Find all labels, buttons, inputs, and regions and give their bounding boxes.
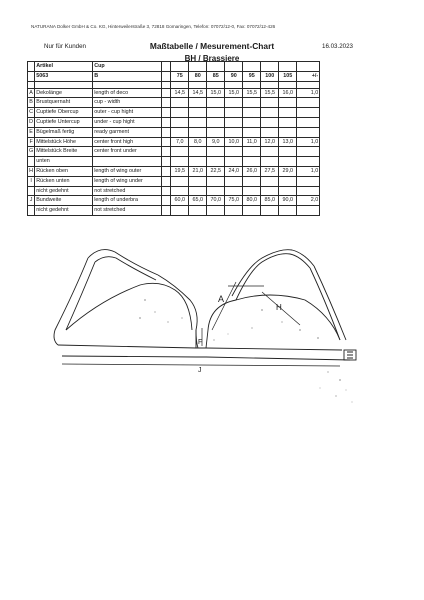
size-header: 80 [189, 71, 207, 81]
measurement-value: 21,0 [189, 166, 207, 176]
measurement-value: 8,0 [189, 137, 207, 147]
right-side-edge-outer [314, 266, 346, 340]
row-label-de: Bügelmaß fertig [35, 127, 93, 137]
tolerance-header: +/- [297, 71, 320, 81]
left-cup-edge [158, 275, 198, 348]
measurement-value: 24,0 [225, 166, 243, 176]
drawing-label-f: F [198, 339, 203, 346]
tolerance-value: 1,0 [297, 137, 320, 147]
measurement-value: 65,0 [189, 196, 207, 206]
row-label-en: not stretched [93, 186, 162, 196]
article-number: 5063 [35, 71, 93, 81]
measurement-value: 29,0 [279, 166, 297, 176]
row-label-de: Cuptiefe Untercup [35, 117, 93, 127]
document-subtitle: BH / Brassiere [184, 54, 240, 63]
row-code: E [28, 127, 35, 137]
bra-outline [54, 250, 356, 360]
measurement-value: 26,0 [243, 166, 261, 176]
size-header: 90 [225, 71, 243, 81]
row-label-de: Mittelstück Breite [35, 147, 93, 157]
measurement-value: 14,5 [171, 88, 189, 98]
tolerance-value: 1,0 [297, 88, 320, 98]
measurement-value: 15,0 [225, 88, 243, 98]
header-article-label: Artikel [35, 62, 93, 72]
measurement-value: 85,0 [261, 196, 279, 206]
left-side-edge-inner [66, 262, 95, 330]
row-label-en: center front under [93, 147, 162, 157]
measure-line-j [62, 364, 340, 366]
measurement-value: 7,0 [171, 137, 189, 147]
header-cup-label: Cup [93, 62, 162, 72]
measurement-value: 90,0 [279, 196, 297, 206]
measurement-value: 80,0 [243, 196, 261, 206]
row-code: C [28, 108, 35, 118]
row-label-de: nicht gedehnt [35, 186, 93, 196]
row-label-en: length of wing under [93, 176, 162, 186]
measurement-value: 15,5 [243, 88, 261, 98]
row-label-en: not stretched [93, 206, 162, 216]
left-side-edge [54, 258, 88, 345]
size-header: 85 [207, 71, 225, 81]
row-label-en: cup - width [93, 98, 162, 108]
measurement-value: 13,0 [279, 137, 297, 147]
measurement-value: 12,0 [261, 137, 279, 147]
size-header: 95 [243, 71, 261, 81]
drawing-label-h: H [276, 303, 282, 312]
row-code: B [28, 98, 35, 108]
row-label-de: nicht gedehnt [35, 206, 93, 216]
row-label-de: Rücken unten [35, 176, 93, 186]
size-header: 75 [171, 71, 189, 81]
right-cup-seam [208, 295, 340, 340]
document-title: Maßtabelle / Mesurement-Chart [149, 41, 275, 51]
measurement-value: 16,0 [279, 88, 297, 98]
measurement-value: 15,5 [261, 88, 279, 98]
size-header: 105 [279, 71, 297, 81]
measurement-value: 27,5 [261, 166, 279, 176]
row-code: I [28, 176, 35, 186]
row-label-en: length of wing outer [93, 166, 162, 176]
row-code: A [28, 88, 35, 98]
row-label-en: under - cup hight [93, 117, 162, 127]
row-label-en: center front high [93, 137, 162, 147]
row-code: J [28, 196, 35, 206]
row-label-de: Cuptiefe Obercup [35, 108, 93, 118]
tolerance-value: 1,0 [297, 166, 320, 176]
company-address-line: NATURANA Dolker GmbH & Co. KG, Hinterweilerstraße 3, 72818 Gomaringen, Telefon: 07072/12-0, Fax: 07072/12-426 [31, 24, 276, 29]
measurement-value: 14,5 [189, 88, 207, 98]
row-code: G [28, 147, 35, 157]
right-side-edge [310, 268, 340, 340]
row-label-en: ready garment [93, 127, 162, 137]
row-label-de: Dekolänge [35, 88, 93, 98]
row-label-de: Rücken oben [35, 166, 93, 176]
row-label-de: unten [35, 157, 93, 167]
row-label-en: outer - cup hight [93, 108, 162, 118]
row-code: H [28, 166, 35, 176]
hook-eyes [347, 352, 353, 358]
cup-value: B [93, 71, 162, 81]
measurement-value: 10,0 [225, 137, 243, 147]
size-header: 100 [261, 71, 279, 81]
customer-note: Nur für Kunden [44, 43, 86, 50]
measurement-value: 70,0 [207, 196, 225, 206]
left-cup-seam [66, 283, 192, 330]
row-label-en: length of deco [93, 88, 162, 98]
measurement-value: 75,0 [225, 196, 243, 206]
measurement-value: 9,0 [207, 137, 225, 147]
row-label-de: Mittelstück Höhe [35, 137, 93, 147]
row-label-de: Bundweite [35, 196, 93, 206]
measurement-lines [62, 282, 340, 366]
row-code: F [28, 137, 35, 147]
tolerance-value: 2,0 [297, 196, 320, 206]
row-label-en: length of underbra [93, 196, 162, 206]
row-code: D [28, 117, 35, 127]
measurement-value: 22,5 [207, 166, 225, 176]
measure-line-a [212, 282, 236, 330]
right-strap [236, 254, 310, 300]
document-date: 16.03.2023 [322, 43, 353, 50]
measurement-value: 19,5 [171, 166, 189, 176]
measurement-value: 11,0 [243, 137, 261, 147]
left-strap-inner [95, 257, 156, 280]
row-label-de: Brustquernaht [35, 98, 93, 108]
measurement-value: 60,0 [171, 196, 189, 206]
measurement-value: 15,0 [207, 88, 225, 98]
drawing-label-j: J [198, 367, 202, 374]
drawing-label-a: A [218, 294, 225, 304]
lace-texture [139, 299, 352, 402]
underband-bottom [62, 356, 350, 360]
